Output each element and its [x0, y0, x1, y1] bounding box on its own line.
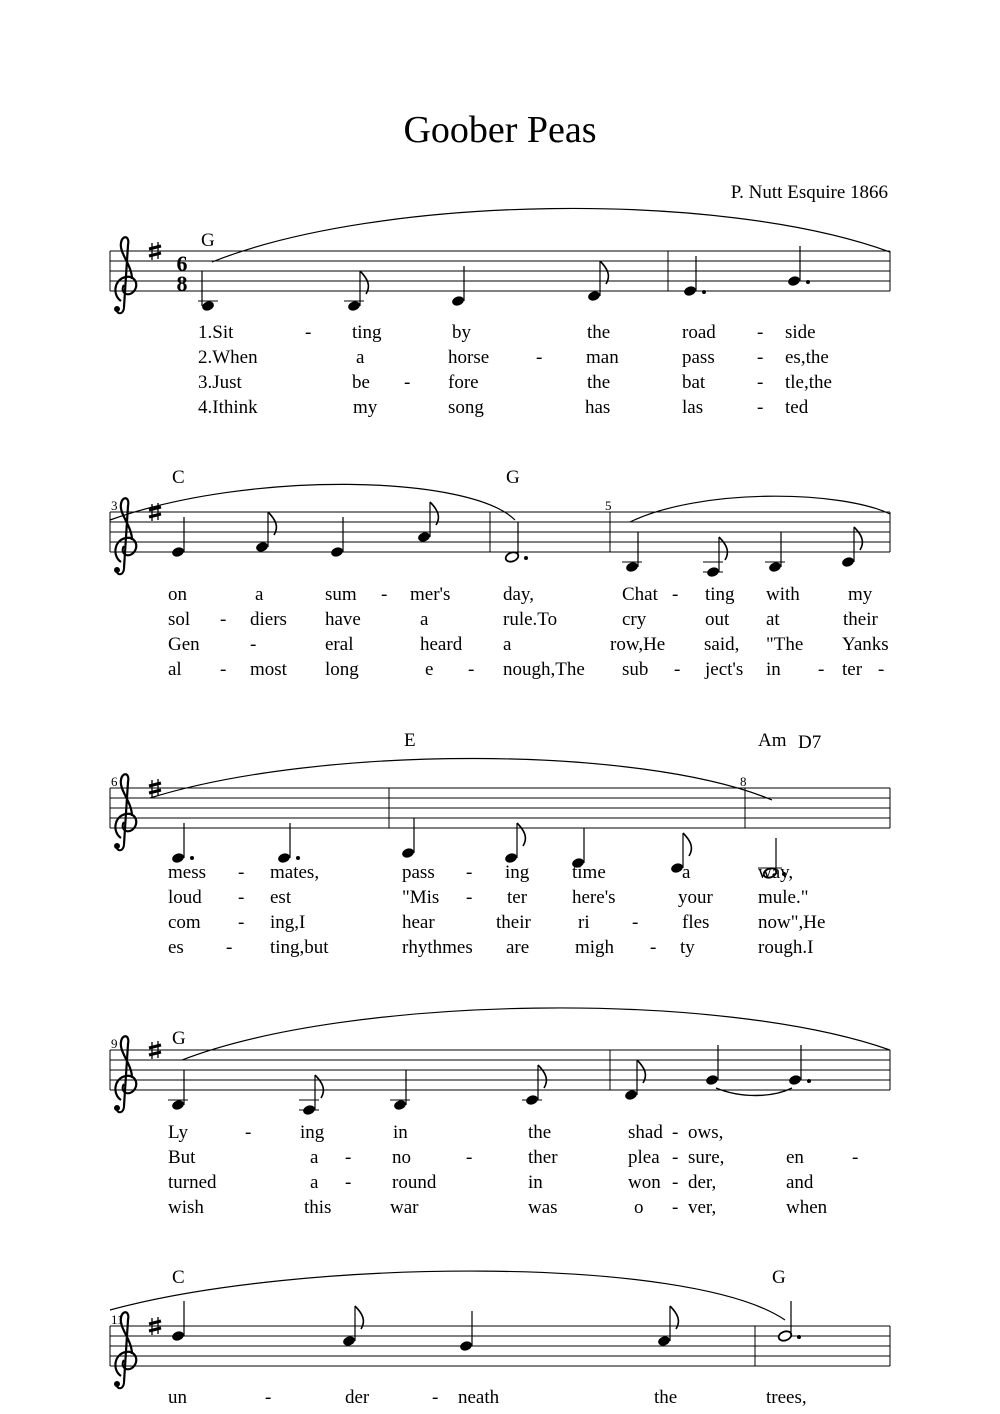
notes [171, 818, 786, 879]
lyric-syllable: here's [572, 887, 616, 908]
lyric-syllable: - [674, 659, 681, 680]
lyric-syllable: - [226, 937, 233, 958]
lyric-syllable: der [345, 1387, 370, 1408]
lyric-syllable: ting [705, 584, 735, 605]
lyric-syllable: ty [680, 937, 695, 958]
lyric-syllable: - [220, 609, 227, 630]
lyric-syllable: - [672, 1147, 679, 1168]
lyric-syllable: in [528, 1172, 543, 1193]
notes [168, 1045, 811, 1116]
lyric-syllable: hear [402, 912, 435, 933]
lyric-syllable: o [634, 1197, 644, 1218]
measure-number: 11 [111, 1312, 124, 1327]
lyric-syllable: - [672, 1122, 679, 1143]
chord-symbol: G [201, 230, 215, 251]
lyric-syllable: heard [420, 634, 463, 655]
lyric-syllable: - [466, 1147, 473, 1168]
lyrics-verse-4 [198, 397, 809, 418]
lyric-syllable: pass [402, 862, 435, 883]
lyric-syllable: - [238, 912, 245, 933]
lyric-syllable: ing [300, 1122, 325, 1143]
lyric-syllable: a [682, 862, 691, 883]
lyric-syllable: pass [682, 347, 715, 368]
lyric-syllable: sol [168, 609, 191, 630]
lyric-syllable: when [786, 1197, 828, 1218]
lyrics-verse-3 [168, 634, 889, 655]
phrase-slur [212, 208, 890, 262]
lyric-syllable: horse [448, 347, 490, 368]
staff-system-5 [110, 1267, 890, 1408]
lyric-syllable: neath [458, 1387, 500, 1408]
lyric-syllable: But [168, 1147, 196, 1168]
lyric-syllable: - [466, 887, 473, 908]
chord-symbol: Am [758, 730, 787, 751]
lyric-syllable: es [168, 937, 184, 958]
lyric-syllable: eral [325, 634, 354, 655]
lyric-syllable: rhythmes [402, 937, 473, 958]
lyric-syllable: ter [842, 659, 863, 680]
lyric-syllable: on [168, 584, 187, 605]
lyric-syllable: - [852, 1147, 859, 1168]
lyric-syllable: - [381, 584, 388, 605]
phrase-slur [182, 1008, 890, 1060]
lyric-syllable: ows, [688, 1122, 724, 1143]
chord-symbol: C [172, 1267, 185, 1288]
lyric-syllable: with [766, 584, 800, 605]
notes [171, 1301, 801, 1352]
lyric-syllable: mule." [758, 887, 809, 908]
lyric-syllable: your [678, 887, 713, 908]
lyric-syllable: der, [688, 1172, 717, 1193]
lyric-syllable: - [757, 397, 764, 418]
lyrics-verse-2 [168, 609, 878, 630]
lyric-syllable: a [356, 347, 365, 368]
measure-number: 3 [111, 498, 118, 513]
lyric-syllable: in [393, 1122, 408, 1143]
lyric-syllable: - [404, 372, 411, 393]
lyrics-verse-1 [168, 862, 793, 883]
lyric-syllable: the [654, 1387, 678, 1408]
lyric-syllable: ver, [688, 1197, 717, 1218]
lyric-syllable: diers [250, 609, 287, 630]
lyric-syllable: a [310, 1147, 319, 1168]
lyric-syllable: sure, [688, 1147, 725, 1168]
lyric-syllable: migh [575, 937, 615, 958]
chord-symbol: G [772, 1267, 786, 1288]
lyric-syllable: a [310, 1172, 319, 1193]
lyric-syllable: now",He [758, 912, 826, 933]
lyric-syllable: ter [507, 887, 528, 908]
lyric-syllable: turned [168, 1172, 217, 1193]
lyric-syllable: has [585, 397, 611, 418]
lyric-syllable: man [586, 347, 619, 368]
lyric-syllable: - [757, 372, 764, 393]
chord-symbol: G [172, 1028, 186, 1049]
lyric-syllable: com [168, 912, 201, 933]
lyric-syllable: no [392, 1147, 411, 1168]
tie [716, 1088, 792, 1096]
lyric-syllable: bat [682, 372, 706, 393]
lyric-syllable: - [632, 912, 639, 933]
lyric-syllable: be [352, 372, 370, 393]
lyric-syllable: e [425, 659, 434, 680]
lyric-syllable: ri [578, 912, 590, 933]
lyric-syllable: plea [628, 1147, 660, 1168]
time-signature-bottom: 8 [176, 271, 188, 296]
chord-symbol: D7 [798, 732, 822, 753]
lyric-syllable: won [628, 1172, 661, 1193]
lyric-syllable: - [757, 347, 764, 368]
lyrics-verse-3 [168, 912, 825, 933]
lyric-syllable: - [468, 659, 475, 680]
lyric-syllable: out [705, 609, 730, 630]
lyric-syllable: shad [628, 1122, 663, 1143]
lyric-syllable: - [672, 1197, 679, 1218]
chord-symbol: E [404, 730, 416, 751]
lyric-syllable: - [878, 659, 885, 680]
lyric-syllable: 3.Just [198, 372, 242, 393]
lyrics-verse-2 [168, 1147, 858, 1168]
lyric-syllable: this [304, 1197, 332, 1218]
lyric-syllable: - [536, 347, 543, 368]
lyric-syllable: in [766, 659, 781, 680]
staff-system-1 [110, 208, 890, 418]
lyric-syllable: 4.Ithink [198, 397, 258, 418]
lyric-syllable: Yanks [842, 634, 889, 655]
lyric-syllable: cry [622, 609, 647, 630]
lyric-syllable: "The [766, 634, 804, 655]
lyric-syllable: day, [503, 584, 534, 605]
lyric-syllable: - [672, 584, 679, 605]
staff-system-2 [110, 467, 890, 680]
chord-symbol: G [506, 467, 520, 488]
chord-symbol: C [172, 467, 185, 488]
lyric-syllable: - [345, 1147, 352, 1168]
lyric-syllable: are [506, 937, 530, 958]
lyric-syllable: their [496, 912, 531, 933]
lyric-syllable: a [420, 609, 429, 630]
phrase-slur [150, 758, 772, 800]
notes [171, 502, 863, 578]
lyric-syllable: - [757, 322, 764, 343]
lyrics-verse-1 [168, 584, 873, 605]
lyric-syllable: - [466, 862, 473, 883]
lyrics-verse-1 [168, 1387, 807, 1408]
lyric-syllable: ing [505, 862, 530, 883]
lyric-syllable: rough.I [758, 937, 814, 958]
notes [198, 246, 810, 312]
lyric-syllable: ing,I [270, 912, 306, 933]
lyrics-verse-2 [168, 887, 809, 908]
lyric-syllable: by [452, 322, 471, 343]
lyric-syllable: the [587, 322, 611, 343]
lyric-syllable: nough,The [503, 659, 585, 680]
lyric-syllable: the [528, 1122, 552, 1143]
lyric-syllable: wish [168, 1197, 204, 1218]
lyric-syllable: mess [168, 862, 206, 883]
lyric-syllable: al [168, 659, 182, 680]
lyric-syllable: the [587, 372, 611, 393]
lyric-syllable: and [786, 1172, 814, 1193]
lyric-syllable: way, [758, 862, 794, 883]
lyric-syllable: - [650, 937, 657, 958]
lyric-syllable: rule.To [503, 609, 558, 630]
lyric-syllable: row,He [610, 634, 666, 655]
lyric-syllable: Ly [168, 1122, 189, 1143]
lyric-syllable: Gen [168, 634, 200, 655]
lyrics-verse-4 [168, 937, 813, 958]
lyric-syllable: 1.Sit [198, 322, 234, 343]
lyrics-verse-1 [198, 322, 816, 343]
measure-number: 5 [605, 498, 612, 513]
lyric-syllable: un [168, 1387, 187, 1408]
lyric-syllable: road [682, 322, 716, 343]
lyric-syllable: most [250, 659, 287, 680]
phrase-slur [630, 496, 890, 522]
lyric-syllable: las [682, 397, 704, 418]
lyric-syllable: mer's [410, 584, 451, 605]
lyrics-verse-4 [168, 659, 884, 680]
lyric-syllable: - [672, 1172, 679, 1193]
lyric-syllable: mates, [270, 862, 320, 883]
lyric-syllable: Chat [622, 584, 658, 605]
lyric-syllable: - [245, 1122, 252, 1143]
lyric-syllable: their [843, 609, 878, 630]
treble-clef-icon [114, 237, 136, 313]
lyric-syllable: my [848, 584, 873, 605]
lyric-syllable: fles [682, 912, 710, 933]
lyrics-verse-2 [198, 347, 829, 368]
lyric-syllable: sum [325, 584, 357, 605]
lyric-syllable: round [392, 1172, 437, 1193]
time-signature-top: 6 [176, 251, 188, 276]
lyric-syllable: en [786, 1147, 804, 1168]
lyric-syllable: - [345, 1172, 352, 1193]
lyric-syllable: - [238, 887, 245, 908]
lyric-syllable: ting [352, 322, 382, 343]
lyric-syllable: ting,but [270, 937, 329, 958]
lyric-syllable: sub [622, 659, 649, 680]
lyric-syllable: fore [448, 372, 479, 393]
lyric-syllable: at [766, 609, 780, 630]
lyric-syllable: est [270, 887, 292, 908]
measure-number: 6 [111, 774, 118, 789]
composer-credit: P. Nutt Esquire 1866 [730, 182, 888, 203]
lyric-syllable: my [353, 397, 378, 418]
lyric-syllable: a [255, 584, 264, 605]
lyric-syllable: side [785, 322, 816, 343]
lyrics-verse-4 [168, 1197, 828, 1218]
measure-number: 9 [111, 1036, 118, 1051]
lyric-syllable: tle,the [785, 372, 832, 393]
measure-number: 8 [740, 774, 747, 789]
lyric-syllable: a [503, 634, 512, 655]
lyric-syllable: time [572, 862, 606, 883]
lyric-syllable: - [265, 1387, 272, 1408]
lyric-syllable: - [220, 659, 227, 680]
lyric-syllable: ted [785, 397, 809, 418]
lyrics-verse-1 [168, 1122, 723, 1143]
lyric-syllable: - [818, 659, 825, 680]
lyrics-verse-3 [168, 1172, 814, 1193]
lyric-syllable: "Mis [402, 887, 440, 908]
lyric-syllable: have [325, 609, 361, 630]
lyric-syllable: - [250, 634, 257, 655]
lyric-syllable: loud [168, 887, 202, 908]
staff-system-4 [110, 1008, 890, 1218]
lyrics-verse-3 [198, 372, 832, 393]
lyric-syllable: song [448, 397, 484, 418]
lyric-syllable: long [325, 659, 359, 680]
lyric-syllable: war [390, 1197, 419, 1218]
lyric-syllable: was [528, 1197, 558, 1218]
lyric-syllable: trees, [766, 1387, 807, 1408]
lyric-syllable: es,the [785, 347, 829, 368]
lyric-syllable: - [432, 1387, 439, 1408]
lyric-syllable: - [238, 862, 245, 883]
lyric-syllable: 2.When [198, 347, 258, 368]
lyric-syllable: ther [528, 1147, 558, 1168]
lyric-syllable: - [305, 322, 312, 343]
song-title: Goober Peas [403, 109, 597, 151]
lyric-syllable: ject's [705, 659, 744, 680]
staff-system-3 [110, 730, 890, 958]
phrase-slur [110, 484, 515, 520]
phrase-slur [110, 1271, 785, 1320]
lyric-syllable: said, [704, 634, 740, 655]
